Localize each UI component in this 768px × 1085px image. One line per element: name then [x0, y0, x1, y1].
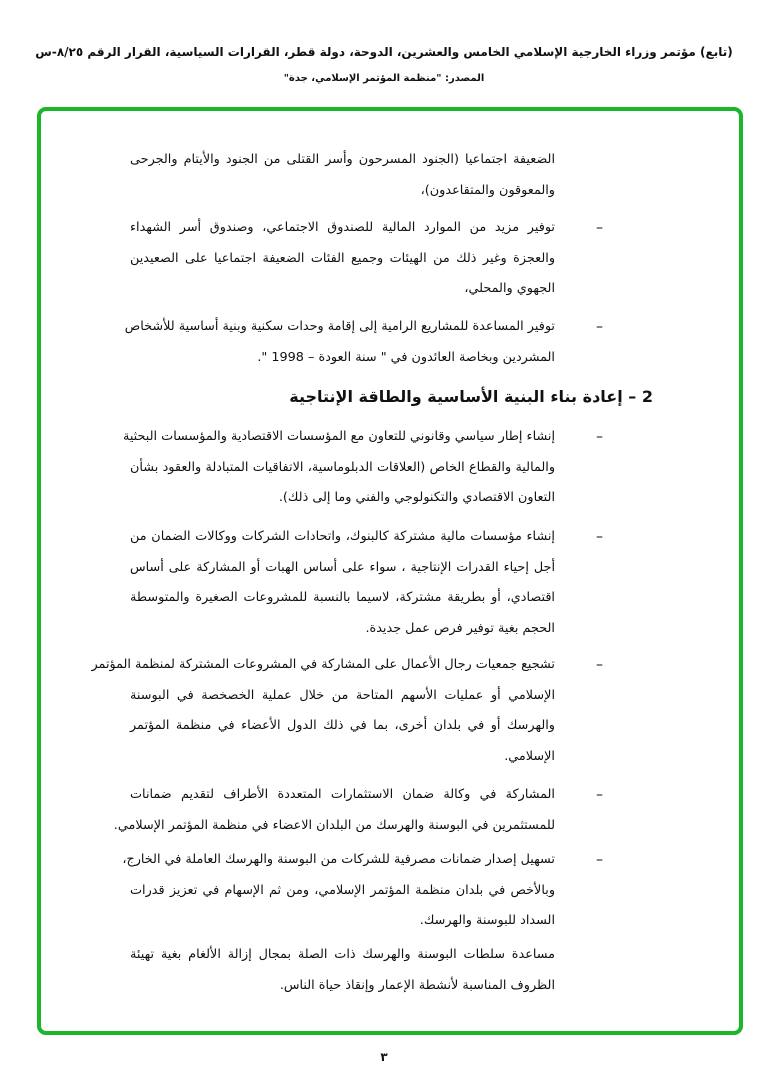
paragraph [124, 312, 555, 373]
text-line: والعجزة وغير ذلك من الهيئات وجميع الفئات الضعيفة اجتماعيا على الصعيدين [130, 250, 555, 266]
text-line: توفير المساعدة للمشاريع الرامية إلى إقامة وحدات سكنية وبنية أساسية للأشخاص [124, 319, 555, 334]
text-line: السداد للبوسنة والهرسك. [419, 913, 555, 928]
document-header-title: (تابع) مؤتمر وزراء الخارجية الإسلامي الخامس والعشرين، الدوحة، دولة قطر، القرارات السياسية، القرار الرقم ٨/٢٥-س [35, 45, 733, 59]
bullet-dash: – [596, 220, 603, 236]
text-line: المشردين وبخاصة العائدون في " سنة العودة – 1998 ". [257, 349, 555, 365]
text-line: والمالية والقطاع الخاص (العلاقات الدبلوماسية، الاتفاقيات المتبادلة والعقود بشأن [130, 459, 555, 475]
paragraph [122, 422, 555, 514]
text-line: المشاركة في وكالة ضمان الاستثمارات المتعددة الأطراف لتقديم ضمانات [130, 787, 555, 802]
text-line: الجهوي والمحلي، [464, 281, 555, 296]
paragraph [130, 213, 555, 305]
page-number: ٣ [380, 1050, 388, 1064]
bullet-dash: – [596, 529, 603, 545]
text-line: وبالأخص في بلدان منظمة المؤتمر الإسلامي، ومن ثم الإسهام في تعزيز قدرات [130, 882, 555, 898]
paragraph [113, 780, 555, 841]
paragraph [130, 145, 555, 206]
text-line: والمعوقون والمتقاعدون)، [420, 182, 555, 198]
text-line: اقتصادي، أو بطريقة مشتركة، لاسيما بالنسبة للمشروعات الصغيرة والمتوسطة [130, 590, 555, 605]
text-line: التعاون الاقتصادي والتكنولوجي والفني وما إلى ذلك). [278, 490, 555, 505]
bullet-dash: – [596, 657, 603, 673]
bullet-dash: – [596, 852, 603, 868]
document-source: المصدر: "منظمة المؤتمر الإسلامي، جدة" [283, 73, 485, 84]
paragraph [130, 522, 555, 644]
section-heading: 2 – إعادة بناء البنية الأساسية والطاقة الإنتاجية [289, 387, 653, 406]
bullet-dash: – [596, 429, 603, 445]
paragraph [130, 940, 555, 1001]
text-line: تسهيل إصدار ضمانات مصرفية للشركات من البوسنة والهرسك العاملة في الخارج، [122, 852, 555, 867]
text-line: للمستثمرين في البوسنة والهرسك من البلدان الاعضاء في منظمة المؤتمر الإسلامي. [113, 817, 555, 833]
text-line: الضعيفة اجتماعيا (الجنود المسرحون وأسر القتلى من الجنود والأيتام والجرحى [130, 152, 555, 167]
paragraph [91, 650, 555, 772]
text-line: والهرسك أو في بلدان أخرى، بما في ذلك الدول الأعضاء في منظمة المؤتمر [130, 718, 555, 733]
text-line: الحجم بغية توفير فرص عمل جديدة. [365, 620, 555, 636]
paragraph [122, 845, 555, 937]
bullet-dash: – [596, 319, 603, 335]
text-line: أجل إحياء القدرات الإنتاجية ، سواء على أساس الهبات أو المشاركة على أساس [130, 559, 555, 575]
text-line: الظروف المناسبة لأنشطة الإعمار وإنقاذ حياة الناس. [279, 977, 555, 993]
text-line: توفير مزيد من الموارد المالية للصندوق الاجتماعي، وصندوق أسر الشهداء [130, 220, 555, 235]
text-line: إنشاء إطار سياسي وقانوني للتعاون مع المؤسسات الاقتصادية والمؤسسات البحثية [122, 429, 555, 444]
text-line: الإسلامي. [504, 748, 555, 764]
bullet-dash: – [596, 787, 603, 803]
text-line: الإسلامي أو عمليات الأسهم المتاحة من خلال عملية الخصخصة في البوسنة [130, 687, 555, 703]
text-line: مساعدة سلطات البوسنة والهرسك ذات الصلة بمجال إزالة الألغام بغية تهيئة [130, 947, 555, 962]
text-line: تشجيع جمعيات رجال الأعمال على المشاركة في المشروعات المشتركة لمنظمة المؤتمر [91, 657, 555, 672]
text-line: إنشاء مؤسسات مالية مشتركة كالبنوك، واتحادات الشركات ووكالات الضمان من [130, 529, 555, 544]
